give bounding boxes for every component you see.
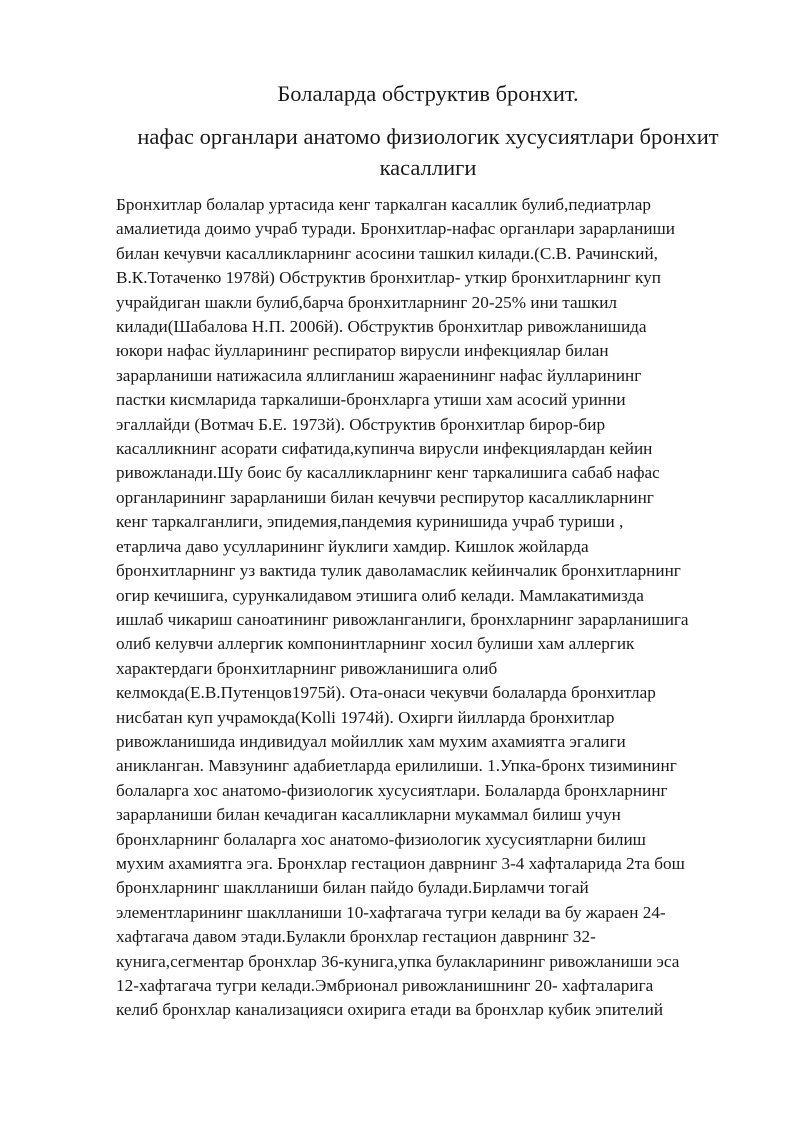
body-line: етарлича даво усулларининг йуклиги хамдир. Кишлок жойларда	[116, 536, 589, 556]
body-line: хафтагача давом этади.Булакли бронхлар гестацион даврнинг 32-	[116, 927, 596, 947]
body-line: В.К.Тотаченко 1978й) Обструктив бронхитлар- уткир бронхитларнинг куп	[116, 268, 661, 288]
body-line: юкори нафас йулларининг респиратор вирусли инфекциялар билан	[116, 341, 609, 361]
body-line: кунига,сегментар бронхлар 36-кунига,упка булакларининг ривожланиши эса	[116, 951, 680, 971]
body-line: келмокда(Е.В.Путенцов1975й). Ота-онаси чекувчи болаларда бронхитлар	[116, 683, 656, 703]
body-line: амалиетида доимо учраб туради. Бронхитлар-нафас органлари зарарланиши	[116, 219, 675, 239]
document-subtitle	[100, 121, 756, 183]
body-line: мухим ахамиятга эга. Бронхлар гестацион даврнинг 3-4 хафталарида 2та бош	[116, 853, 685, 873]
body-line: огир кечишига, сурункалидавом этишига олиб келади. Мамлакатимизда	[116, 585, 644, 605]
body-line: нисбатан куп учрамокда(Kolli 1974й). Охирги йилларда бронхитлар	[116, 707, 615, 727]
body-line: 12-хафтагача тугри келади.Эмбрионал ривожланишнинг 20- хафталарига	[116, 976, 654, 995]
body-line: Бронхитлар болалар уртасида кенг таркалган касаллик булиб,педиатрлар	[116, 195, 651, 214]
body-line: ишлаб чикариш саноатининг ривожланганлиги, бронхларнинг зарарланишига	[116, 609, 689, 629]
subtitle-line: касаллиги	[379, 155, 477, 180]
body-line: кенг таркалганлиги, эпидемия,пандемия куринишида учраб туриши ,	[116, 512, 624, 532]
body-line: билан кечувчи касалликларнинг асосини ташкил килади.(С.В. Рачинский,	[116, 243, 658, 263]
body-line: ривожланишида индивидуал мойиллик хам мухим ахамиятга эгалиги	[116, 731, 626, 751]
document-title: Болаларда обструктив бронхит.	[277, 81, 579, 106]
body-line: бронхларнинг болаларга хос анатомо-физиологик хусусиятларни билиш	[116, 829, 646, 849]
body-text	[116, 193, 736, 1023]
body-line: учрайдиган шакли булиб,барча бронхитларнинг 20-25% ини ташкил	[116, 292, 617, 312]
subtitle-line: нафас органлари анатомо физиологик хусусиятлари бронхит	[137, 124, 719, 149]
body-line: зарарланиши натижасила яллигланиш жараенининг нафас йулларининг	[116, 365, 642, 385]
body-line: келиб бронхлар канализацияси охирига етади ва бронхлар кубик эпителий	[116, 1000, 664, 1020]
body-line: характердаги бронхитларнинг ривожланишига олиб	[116, 658, 498, 678]
body-line: зарарланиши билан кечадиган касалликларни мукаммал билиш учун	[116, 805, 621, 825]
body-line: килади(Шабалова Н.П. 2006й). Обструктив бронхитлар ривожланишида	[116, 317, 647, 337]
body-line: элементларининг шаклланиши 10-хафтагача тугри келади ва бу жараен 24-	[116, 902, 666, 922]
body-line: касалликнинг асорати сифатида,купинча вирусли инфекциялардан кейин	[116, 439, 653, 459]
body-line: органларининг зарарланиши билан кечувчи респирутор касалликларнинг	[116, 487, 654, 507]
body-line: аникланган. Мавзунинг адабиетларда ерилилиши. 1.Упка-бронх тизимининг	[116, 756, 677, 776]
body-line: бронхларнинг шаклланиши билан пайдо булади.Бирламчи тогай	[116, 878, 589, 898]
body-line: эгаллайди (Вотмач Б.Е. 1973й). Обструктив бронхитлар бирор-бир	[116, 414, 606, 434]
body-line: бронхитларнинг уз вактида тулик даволамаслик кейинчалик бронхитларнинг	[116, 561, 681, 581]
body-line: ривожланади.Шу боис бу касалликларнинг кенг таркалишига сабаб нафас	[116, 463, 660, 483]
body-line: олиб келувчи аллергик компонинтларнинг хосил булиши хам аллергик	[116, 634, 635, 654]
body-line: пастки кисмларида таркалиши-бронхларга утиши хам асосий уринни	[116, 390, 626, 410]
body-line: болаларга хос анатомо-физиологик хусусиятлари. Болаларда бронхларнинг	[116, 780, 668, 800]
